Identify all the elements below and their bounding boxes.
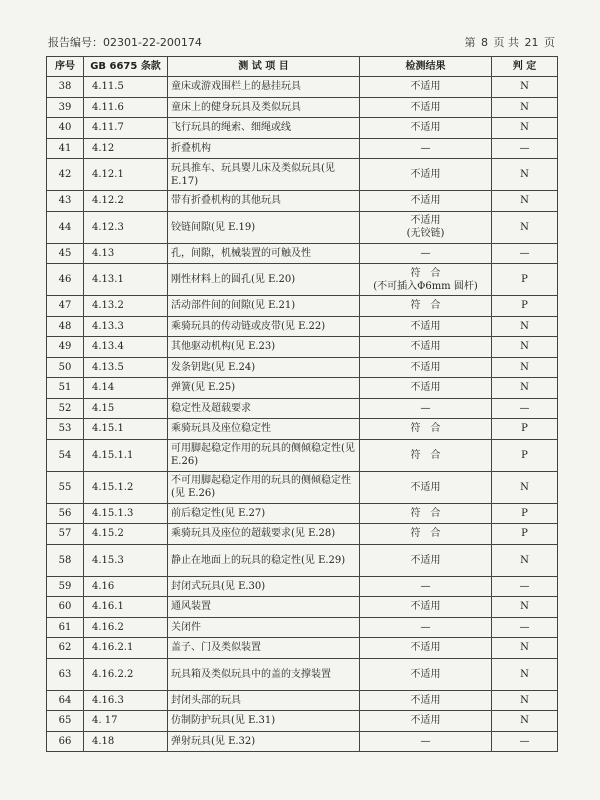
row-result	[360, 576, 492, 597]
table-row	[47, 524, 558, 545]
row-test-item: 铰链间隙(见 E.19)	[168, 211, 360, 243]
row-judgement: N	[492, 711, 558, 732]
table-row	[47, 211, 558, 243]
row-number: 48	[47, 316, 84, 337]
row-result-main: 符 合	[410, 507, 441, 519]
row-number: 53	[47, 419, 84, 440]
row-judgement: N	[492, 316, 558, 337]
row-result-main: —	[420, 247, 431, 259]
row-clause: 4.13.2	[84, 296, 168, 317]
row-judgement: N	[492, 97, 558, 118]
row-number: 46	[47, 264, 84, 296]
row-judgement: P	[492, 264, 558, 296]
row-clause: 4.18	[84, 731, 168, 752]
row-result	[360, 658, 492, 690]
table-row	[47, 337, 558, 358]
row-result	[360, 77, 492, 98]
row-number: 64	[47, 690, 84, 711]
row-result	[360, 264, 492, 296]
table-row	[47, 97, 558, 118]
row-test-item: 仿制防护玩具(见 E.31)	[168, 711, 360, 732]
row-judgement: —	[492, 617, 558, 638]
row-test-item: 弹簧(见 E.25)	[168, 378, 360, 399]
row-result-main: 不适用	[410, 169, 441, 180]
row-test-item: 玩具箱及类似玩具中的盖的支撑装置	[168, 658, 360, 690]
row-result-main: 不适用	[410, 122, 441, 134]
row-result-main: 不适用	[410, 101, 441, 113]
row-judgement: P	[492, 524, 558, 545]
row-result	[360, 597, 492, 618]
row-number: 66	[47, 731, 84, 752]
table-row	[47, 711, 558, 732]
row-clause: 4.13.4	[84, 337, 168, 358]
row-result-main: 不适用	[410, 668, 441, 680]
row-judgement: N	[492, 337, 558, 358]
row-clause: 4.12	[84, 138, 168, 159]
row-result	[360, 378, 492, 399]
table-row	[47, 617, 558, 638]
col-header-item: 测 试 项 目	[168, 57, 360, 77]
row-clause: 4.16	[84, 576, 168, 597]
row-judgement: N	[492, 357, 558, 378]
row-judgement: N	[492, 159, 558, 191]
row-judgement: N	[492, 471, 558, 503]
row-test-item: 刚性材料上的圆孔(见 E.20)	[168, 264, 360, 296]
page-mid: 页 共	[493, 36, 519, 49]
table-row	[47, 191, 558, 212]
row-result	[360, 503, 492, 524]
row-result-main: 不适用	[410, 601, 441, 613]
row-judgement: N	[492, 118, 558, 139]
row-clause: 4.15.1.1	[84, 439, 168, 471]
row-number: 43	[47, 191, 84, 212]
row-number: 45	[47, 243, 84, 264]
row-test-item: 封闭头部的玩具	[168, 690, 360, 711]
row-result-main: 不适用	[410, 715, 441, 727]
row-number: 50	[47, 357, 84, 378]
row-number: 38	[47, 77, 84, 98]
row-result	[360, 638, 492, 659]
row-clause: 4.13	[84, 243, 168, 264]
row-result	[360, 419, 492, 440]
row-number: 61	[47, 617, 84, 638]
row-number: 57	[47, 524, 84, 545]
table-row	[47, 439, 558, 471]
row-result-note: (无铰链)	[406, 228, 445, 239]
row-test-item: 折叠机构	[168, 138, 360, 159]
row-judgement: N	[492, 211, 558, 243]
row-result	[360, 211, 492, 243]
report-number-label: 报告编号：	[48, 36, 103, 49]
table-row	[47, 378, 558, 399]
table-row	[47, 503, 558, 524]
row-result	[360, 544, 492, 576]
row-result	[360, 471, 492, 503]
row-result-main: 符 合	[410, 267, 441, 279]
report-number	[48, 34, 202, 50]
row-judgement: —	[492, 398, 558, 419]
table-row	[47, 731, 558, 752]
row-test-item: 孔，间隙，机械装置的可触及性	[168, 243, 360, 264]
row-number: 62	[47, 638, 84, 659]
row-result-main: 不适用	[410, 694, 441, 706]
page-indicator	[464, 34, 557, 50]
table-row	[47, 398, 558, 419]
row-test-item: 稳定性及超载要求	[168, 398, 360, 419]
row-test-item: 封闭式玩具(见 E.30)	[168, 576, 360, 597]
table-row	[47, 316, 558, 337]
row-test-item: 其他驱动机构(见 E.23)	[168, 337, 360, 358]
row-judgement: N	[492, 597, 558, 618]
row-clause: 4.15	[84, 398, 168, 419]
row-clause: 4.15.1.2	[84, 471, 168, 503]
table-header-row	[47, 57, 558, 77]
row-judgement: N	[492, 378, 558, 399]
row-test-item: 童床上的健身玩具及类似玩具	[168, 97, 360, 118]
row-result	[360, 296, 492, 317]
row-result	[360, 617, 492, 638]
row-clause: 4.12.1	[84, 159, 168, 191]
row-test-item: 乘骑玩具及座位稳定性	[168, 419, 360, 440]
row-result-main: 符 合	[410, 528, 441, 540]
row-clause: 4.15.2	[84, 524, 168, 545]
page-suffix: 页	[544, 36, 555, 49]
row-result-main: 不适用	[410, 195, 441, 207]
row-number: 55	[47, 471, 84, 503]
row-result	[360, 690, 492, 711]
row-result-main: —	[420, 402, 431, 414]
row-result-main: —	[420, 735, 431, 747]
row-number: 49	[47, 337, 84, 358]
row-test-item: 乘骑玩具及座位的超载要求(见 E.28)	[168, 524, 360, 545]
row-result-main: 符 合	[410, 449, 441, 461]
row-judgement: N	[492, 658, 558, 690]
row-judgement: P	[492, 503, 558, 524]
row-number: 47	[47, 296, 84, 317]
row-test-item: 活动部件间的间隙(见 E.21)	[168, 296, 360, 317]
row-test-item: 飞行玩具的绳索、细绳或线	[168, 118, 360, 139]
row-judgement: N	[492, 690, 558, 711]
row-number: 51	[47, 378, 84, 399]
row-judgement: P	[492, 296, 558, 317]
row-clause: 4.15.3	[84, 544, 168, 576]
row-test-item: 可用脚起稳定作用的玩具的侧倾稳定性(见 E.26)	[168, 439, 360, 471]
row-clause: 4.11.7	[84, 118, 168, 139]
row-result	[360, 731, 492, 752]
row-clause: 4.16.2.1	[84, 638, 168, 659]
row-result	[360, 191, 492, 212]
row-test-item: 发条钥匙(见 E.24)	[168, 357, 360, 378]
table-row	[47, 690, 558, 711]
row-result-main: 不适用	[410, 554, 441, 566]
row-judgement: —	[492, 138, 558, 159]
report-number-value: 02301-22-200174	[103, 36, 202, 49]
row-result-main: 不适用	[410, 642, 441, 654]
row-result	[360, 337, 492, 358]
col-header-clause: GB 6675 条款	[84, 57, 168, 77]
row-test-item: 童床或游戏围栏上的悬挂玩具	[168, 77, 360, 98]
col-header-result: 检测结果	[360, 57, 492, 77]
test-results-table	[46, 56, 558, 752]
row-judgement: —	[492, 576, 558, 597]
row-result	[360, 243, 492, 264]
row-test-item: 玩具推车、玩具婴儿床及类似玩具(见 E.17)	[168, 159, 360, 191]
row-result-main: 不适用	[410, 481, 441, 493]
row-result	[360, 138, 492, 159]
row-result-main: 不适用	[410, 81, 441, 93]
row-result-main: 不适用	[410, 341, 441, 353]
table-row	[47, 597, 558, 618]
row-result	[360, 97, 492, 118]
table-row	[47, 357, 558, 378]
row-test-item: 乘骑玩具的传动链或皮带(见 E.22)	[168, 316, 360, 337]
row-result-main: 符 合	[410, 423, 441, 435]
row-clause: 4.15.1.3	[84, 503, 168, 524]
row-judgement: N	[492, 544, 558, 576]
row-judgement: —	[492, 243, 558, 264]
table-row	[47, 638, 558, 659]
row-clause: 4. 17	[84, 711, 168, 732]
row-result-main: —	[420, 580, 431, 592]
row-clause: 4.14	[84, 378, 168, 399]
row-judgement: N	[492, 191, 558, 212]
page-prefix: 第	[464, 36, 476, 49]
table-row	[47, 576, 558, 597]
row-number: 65	[47, 711, 84, 732]
row-result-main: —	[420, 142, 431, 154]
row-clause: 4.13.1	[84, 264, 168, 296]
row-result	[360, 398, 492, 419]
row-number: 59	[47, 576, 84, 597]
row-clause: 4.16.2	[84, 617, 168, 638]
row-result-main: 不适用	[410, 215, 441, 226]
table-row	[47, 471, 558, 503]
table-row	[47, 243, 558, 264]
row-clause: 4.11.5	[84, 77, 168, 98]
row-result	[360, 524, 492, 545]
row-judgement: N	[492, 638, 558, 659]
row-result-main: 不适用	[410, 382, 441, 394]
row-number: 58	[47, 544, 84, 576]
row-result-main: 不适用	[410, 320, 441, 332]
row-clause: 4.16.1	[84, 597, 168, 618]
row-number: 60	[47, 597, 84, 618]
col-header-judge: 判 定	[492, 57, 558, 77]
table-body	[47, 77, 558, 752]
table-row	[47, 419, 558, 440]
row-test-item: 带有折叠机构的其他玩具	[168, 191, 360, 212]
row-number: 54	[47, 439, 84, 471]
row-clause: 4.12.2	[84, 191, 168, 212]
row-number: 63	[47, 658, 84, 690]
row-judgement: P	[492, 419, 558, 440]
row-test-item: 静止在地面上的玩具的稳定性(见 E.29)	[168, 544, 360, 576]
table-row	[47, 544, 558, 576]
row-result	[360, 316, 492, 337]
page-total: 21	[524, 36, 539, 49]
row-number: 42	[47, 159, 84, 191]
page-current: 8	[481, 36, 488, 49]
row-test-item: 不可用脚起稳定作用的玩具的侧倾稳定性(见 E.26)	[168, 471, 360, 503]
row-number: 40	[47, 118, 84, 139]
row-test-item: 前后稳定性(见 E.27)	[168, 503, 360, 524]
row-test-item: 盖子、门及类似装置	[168, 638, 360, 659]
col-header-no: 序号	[47, 57, 84, 77]
table-row	[47, 264, 558, 296]
row-result	[360, 711, 492, 732]
table-row	[47, 658, 558, 690]
row-clause: 4.13.5	[84, 357, 168, 378]
row-test-item: 通风装置	[168, 597, 360, 618]
page-header	[48, 34, 556, 50]
row-result-main: 符 合	[410, 300, 441, 312]
row-test-item: 弹射玩具(见 E.32)	[168, 731, 360, 752]
row-result	[360, 118, 492, 139]
row-clause: 4.12.3	[84, 211, 168, 243]
row-result-main: —	[420, 621, 431, 633]
table-row	[47, 296, 558, 317]
row-judgement: N	[492, 77, 558, 98]
row-result	[360, 159, 492, 191]
row-judgement: P	[492, 439, 558, 471]
table-row	[47, 159, 558, 191]
row-number: 56	[47, 503, 84, 524]
row-clause: 4.16.3	[84, 690, 168, 711]
row-number: 39	[47, 97, 84, 118]
row-clause: 4.15.1	[84, 419, 168, 440]
row-number: 52	[47, 398, 84, 419]
row-judgement: —	[492, 731, 558, 752]
row-test-item: 关闭件	[168, 617, 360, 638]
row-result-main: 不适用	[410, 361, 441, 373]
row-result-note: (不可插入Φ6mm 圆杆)	[373, 280, 478, 292]
row-result	[360, 439, 492, 471]
table-row	[47, 118, 558, 139]
row-number: 41	[47, 138, 84, 159]
row-clause: 4.13.3	[84, 316, 168, 337]
row-clause: 4.11.6	[84, 97, 168, 118]
row-number: 44	[47, 211, 84, 243]
table-row	[47, 138, 558, 159]
table-row	[47, 77, 558, 98]
row-clause: 4.16.2.2	[84, 658, 168, 690]
row-result	[360, 357, 492, 378]
